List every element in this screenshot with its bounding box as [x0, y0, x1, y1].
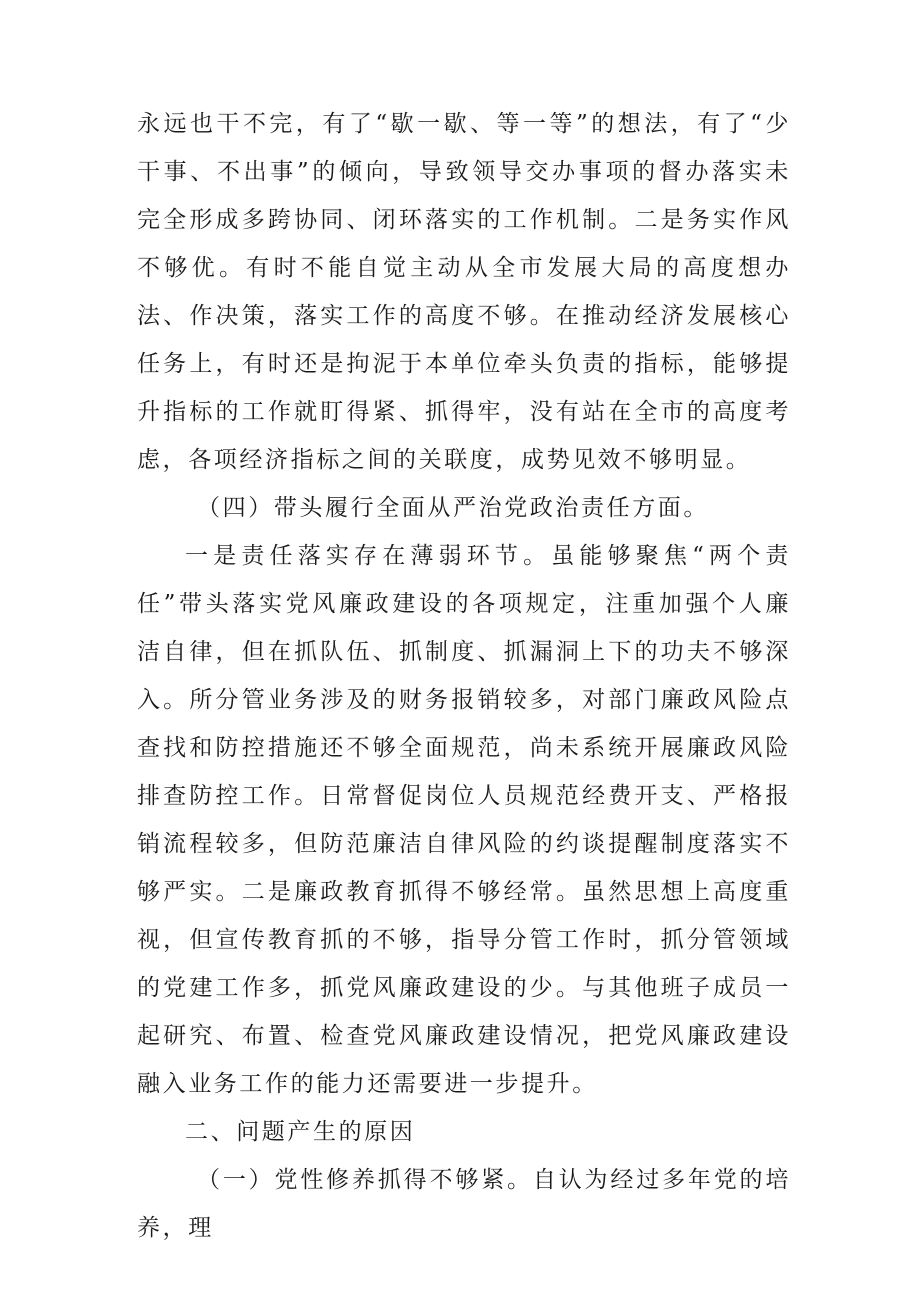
paragraph-responsibility: 一是责任落实存在薄弱环节。虽能够聚焦“两个责任”带头落实党风廉政建设的各项规定，注重加强个人廉洁自律，但在抓队伍、抓制度、抓漏洞上下的功夫不够深入。所分管业务涉及的财务报销较多，对部门廉政风险点查找和防控措施还不够全面规范，尚未系统开展廉政风险排查防控工作。日常督促岗位人员规范经费开支、严格报销流程较多，但防范廉洁自律风险的约谈提醒制度落实不够严实。二是廉政教育抓得不够经常。虽然思想上高度重视，但宣传教育抓的不够，指导分管工作时，抓分管领域的党建工作多，抓党风廉政建设的少。与其他班子成员一起研究、布置、检查党风廉政建设情况，把党风廉政建设融入业务工作的能力还需要进一步提升。: [137, 543, 791, 1097]
paragraph-cause-one: （一）党性修养抓得不够紧。自认为经过多年党的培养，理: [137, 1167, 791, 1241]
document-body: [137, 100, 791, 1252]
paragraph-continuation: 永远也干不完，有了“歇一歇、等一等”的想法，有了“少干事、不出事”的倾向，导致领导交办事项的督办落实未完全形成多跨协同、闭环落实的工作机制。二是务实作风不够优。有时不能自觉主动从全市发展大局的高度想办法、作决策，落实工作的高度不够。在推动经济发展核心任务上，有时还是拘泥于本单位牵头负责的指标，能够提升指标的工作就盯得紧、抓得牢，没有站在全市的高度考虑，各项经济指标之间的关联度，成势见效不够明显。: [137, 111, 791, 473]
section-heading-four: （四）带头履行全面从严治党政治责任方面。: [197, 495, 709, 521]
section-heading-causes: 二、问题产生的原因: [185, 1119, 416, 1145]
